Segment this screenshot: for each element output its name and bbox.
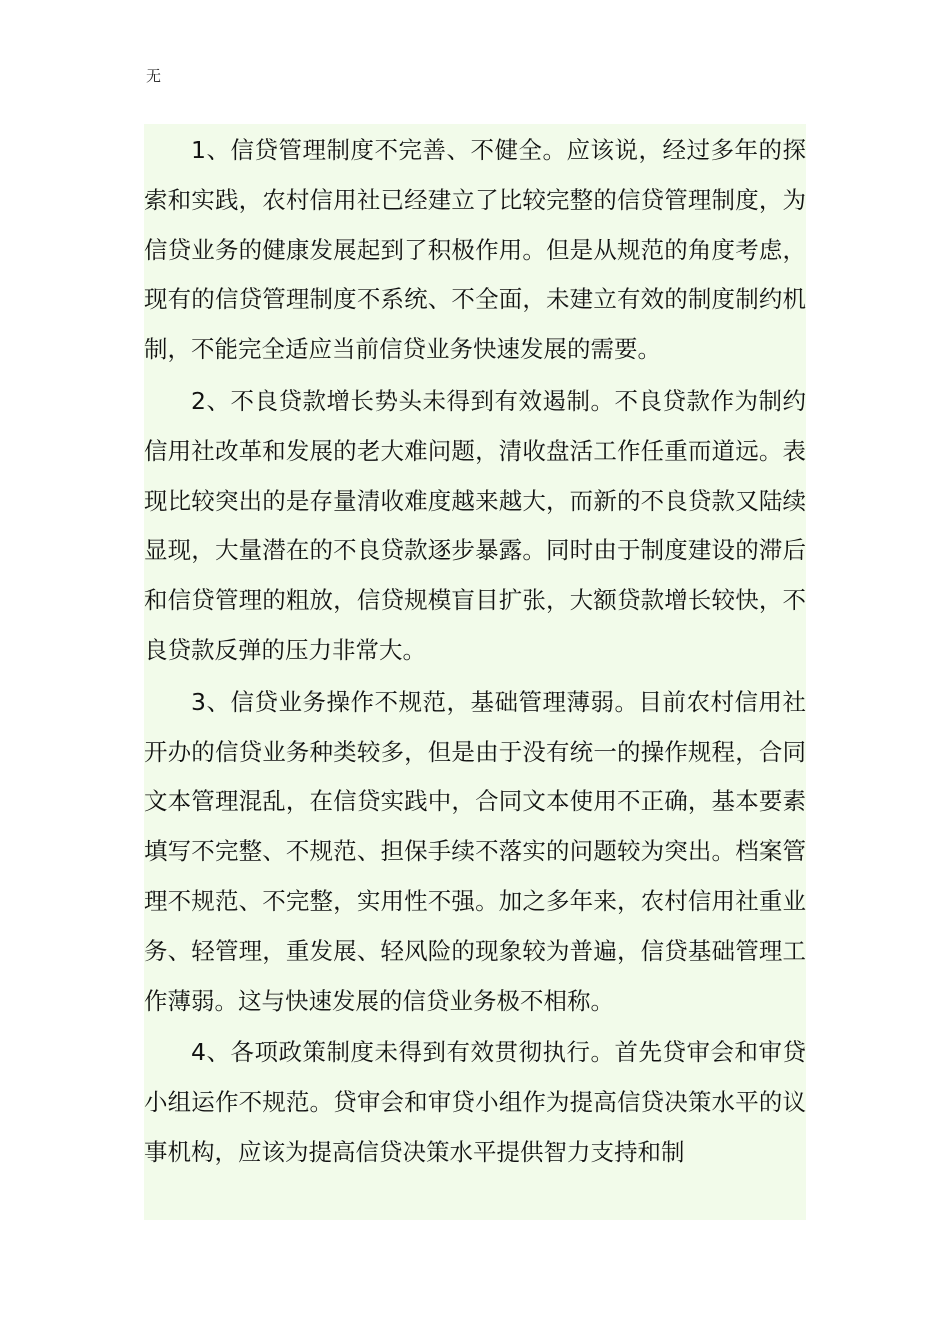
highlighted-body-text [144,124,806,1220]
paragraph-2: 2、不良贷款增长势头未得到有效遏制。不良贷款作为制约信用社改革和发展的老大难问题，清收盘活工作任重而道远。表现比较突出的是存量清收难度越来越大，而新的不良贷款又陆续显现，大量潜在的不良贷款逐步暴露。同时由于制度建设的滞后和信贷管理的粗放，信贷规模盲目扩张，大额贷款增长较快，不良贷款反弹的压力非常大。 [144,386,806,664]
paragraph-1: 1、信贷管理制度不完善、不健全。应该说，经过多年的探索和实践，农村信用社已经建立了比较完整的信贷管理制度，为信贷业务的健康发展起到了积极作用。但是从规范的角度考虑，现有的信贷管理制度不系统、不全面，未建立有效的制度制约机制，不能完全适应当前信贷业务快速发展的需要。 [144,136,806,364]
paragraph-3: 3、信贷业务操作不规范，基础管理薄弱。目前农村信用社开办的信贷业务种类较多，但是由于没有统一的操作规程，合同文本管理混乱，在信贷实践中，合同文本使用不正确，基本要素填写不完整、不规范、担保手续不落实的问题较为突出。档案管理不规范、不完整，实用性不强。加之多年来，农村信用社重业务、轻管理，重发展、轻风险的现象较为普遍，信贷基础管理工作薄弱。这与快速发展的信贷业务极不相称。 [144,687,806,1015]
header-text: 无 [146,67,162,85]
paragraph-4: 4、各项政策制度未得到有效贯彻执行。首先贷审会和审贷小组运作不规范。贷审会和审贷小组作为提高信贷决策水平的议事机构，应该为提高信贷决策水平提供智力支持和制 [144,1038,806,1166]
